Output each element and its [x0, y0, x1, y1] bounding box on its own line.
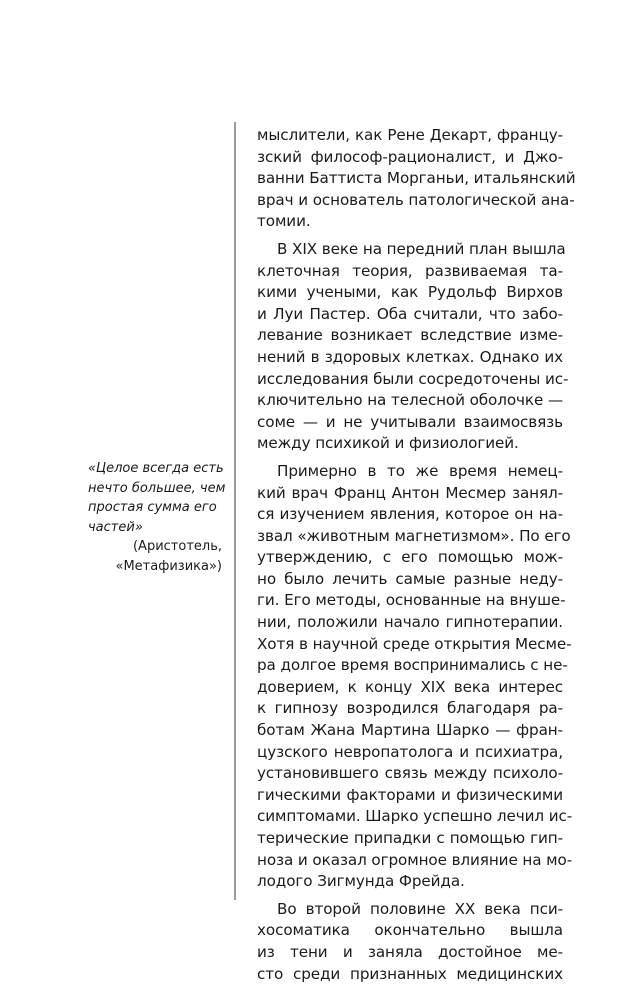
text-line: гическими факторами и физическими — [257, 785, 563, 804]
text-line: ключительно на телесной оболочке — — [257, 391, 564, 410]
paragraph — [257, 239, 569, 455]
text-line: мыслители, как Рене Декарт, францу- — [257, 126, 563, 144]
text-line: исследования были сосредоточены ис- — [257, 369, 569, 388]
text-line: левание возникает вследствие изме- — [257, 326, 563, 345]
sidenote-quote-block — [88, 459, 226, 577]
text-line: из тени и заняла достойное ме- — [257, 942, 563, 961]
text-line: соме — и не учитывали взаимосвязь — [257, 412, 563, 431]
text-line: доверием, к концу XIX века интерес — [257, 677, 563, 696]
text-line: Во второй половине XX века пси- — [277, 899, 563, 918]
margin-divider-line — [234, 122, 236, 900]
text-line: хосоматика окончательно вышла — [257, 921, 563, 940]
paragraph — [257, 899, 563, 985]
text-line: врач и основатель патологической ана- — [257, 190, 575, 209]
quote-attribution-line: «Метафизика») — [115, 558, 222, 574]
text-line: между психикой и физиологией. — [257, 434, 519, 453]
text-line: цузского невропатолога и психиатра, — [257, 742, 563, 761]
text-line: ся изучением явления, которое он на- — [257, 505, 563, 524]
text-line: лодого Зигмунда Фрейда. — [257, 872, 465, 891]
text-line: нии, положили начало гипнотерапии. — [257, 613, 563, 632]
text-line: нений в здоровых клетках. Однако их — [257, 347, 563, 366]
text-line: ги. Его методы, основанные на внуше- — [257, 591, 566, 610]
text-line: клеточная теория, развиваемая та- — [257, 261, 563, 280]
text-line: к гипнозу возродился благодаря ра- — [257, 699, 563, 718]
text-line: и Луи Пастер. Оба считали, что забо- — [257, 304, 563, 323]
text-line: Примерно в то же время немец- — [277, 461, 563, 480]
main-body-text — [257, 125, 576, 985]
text-line: сто среди признанных медицинских — [257, 964, 563, 983]
text-line: звал «животным магнетизмом». По его — [257, 526, 571, 545]
text-line: ноза и оказал огромное влияние на мо- — [257, 850, 573, 869]
text-line: установившего связь между психоло- — [257, 764, 563, 783]
paragraph — [257, 125, 576, 233]
text-line: Хотя в научной среде открытия Месме- — [257, 634, 572, 653]
quote-line: нечто большее, чем — [88, 480, 226, 496]
text-line: но было лечить самые разные неду- — [257, 569, 563, 588]
paragraph — [257, 461, 573, 893]
text-line: терические припадки с помощью гип- — [257, 829, 563, 847]
text-line: зский философ-рационалист, и Джо- — [257, 147, 563, 166]
text-line: симптомами. Шарко успешно лечил ис- — [257, 807, 573, 826]
text-line: утверждению, с его помощью мож- — [257, 548, 563, 567]
text-line: томии. — [257, 212, 311, 231]
quote-line: частей» — [88, 519, 143, 535]
text-line: ванни Баттиста Морганьи, итальянский — [257, 169, 576, 188]
text-line: ботам Жана Мартина Шарко — фран- — [257, 721, 563, 740]
quote-line: «Целое всегда есть — [88, 461, 224, 476]
text-line: кими учеными, как Рудольф Вирхов — [257, 283, 563, 302]
quote-attribution-line: (Аристотель, — [132, 539, 222, 555]
text-line: ра долгое время воспринимались с не- — [257, 656, 568, 675]
text-line: В XIX веке на передний план вышла — [277, 239, 566, 258]
text-line: кий врач Франц Антон Месмер занял- — [257, 483, 563, 502]
quote-line: простая сумма его — [88, 500, 217, 516]
